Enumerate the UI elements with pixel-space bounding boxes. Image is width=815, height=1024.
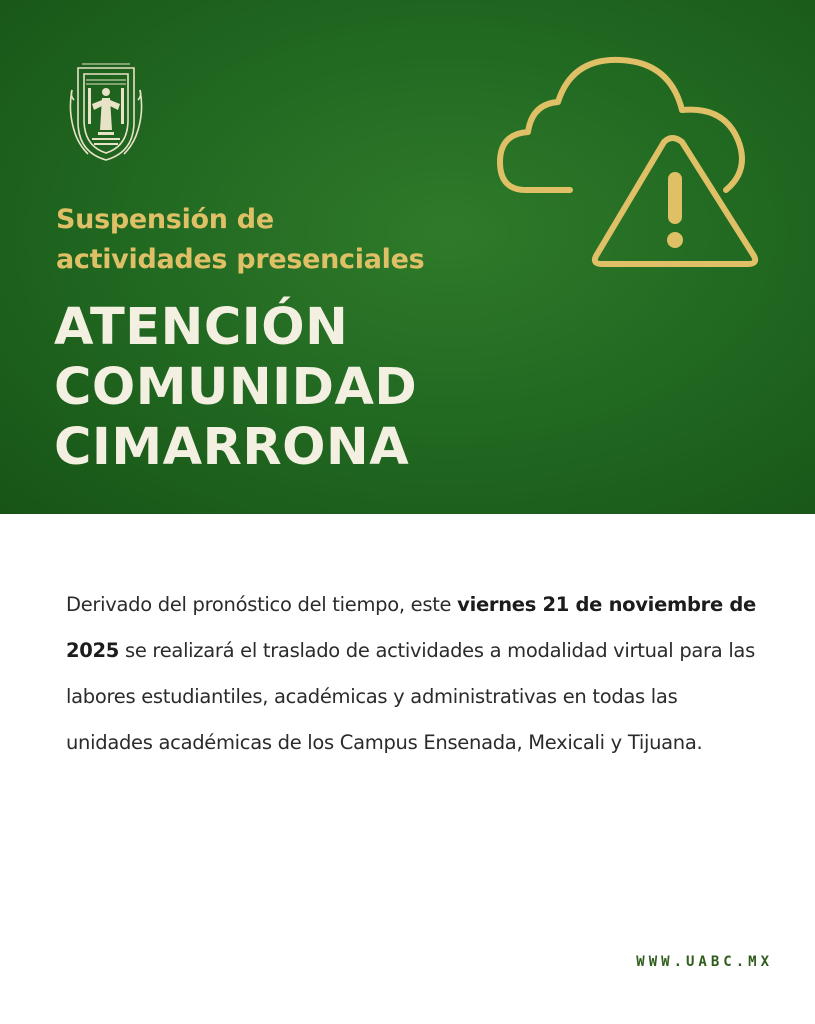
headline: [54, 298, 614, 478]
website-link[interactable]: WWW.UABC.MX: [636, 954, 773, 970]
university-seal-icon: [68, 60, 144, 166]
headline-line-3: CIMARRONA: [54, 418, 410, 477]
headline-line-2: COMUNIDAD: [54, 358, 418, 417]
announcement-body: [66, 582, 758, 766]
body-intro: Derivado del pronóstico del tiempo, este: [66, 593, 458, 616]
subtitle-line-1: Suspensión de: [56, 204, 274, 235]
subtitle-line-2: actividades presenciales: [56, 244, 425, 275]
cloud-warning-icon: [492, 50, 762, 270]
body-date: viernes 21 de noviembre de 2025: [66, 593, 756, 662]
headline-line-1: ATENCIÓN: [54, 298, 349, 357]
body-rest: se realizará el traslado de actividades a modalidad virtual para las labores estudiantiles, académicas y administrativas en todas las unidades académicas de los Campus Ensenada, Mexicali y Tijuana.: [66, 639, 755, 754]
subtitle: [56, 200, 526, 280]
